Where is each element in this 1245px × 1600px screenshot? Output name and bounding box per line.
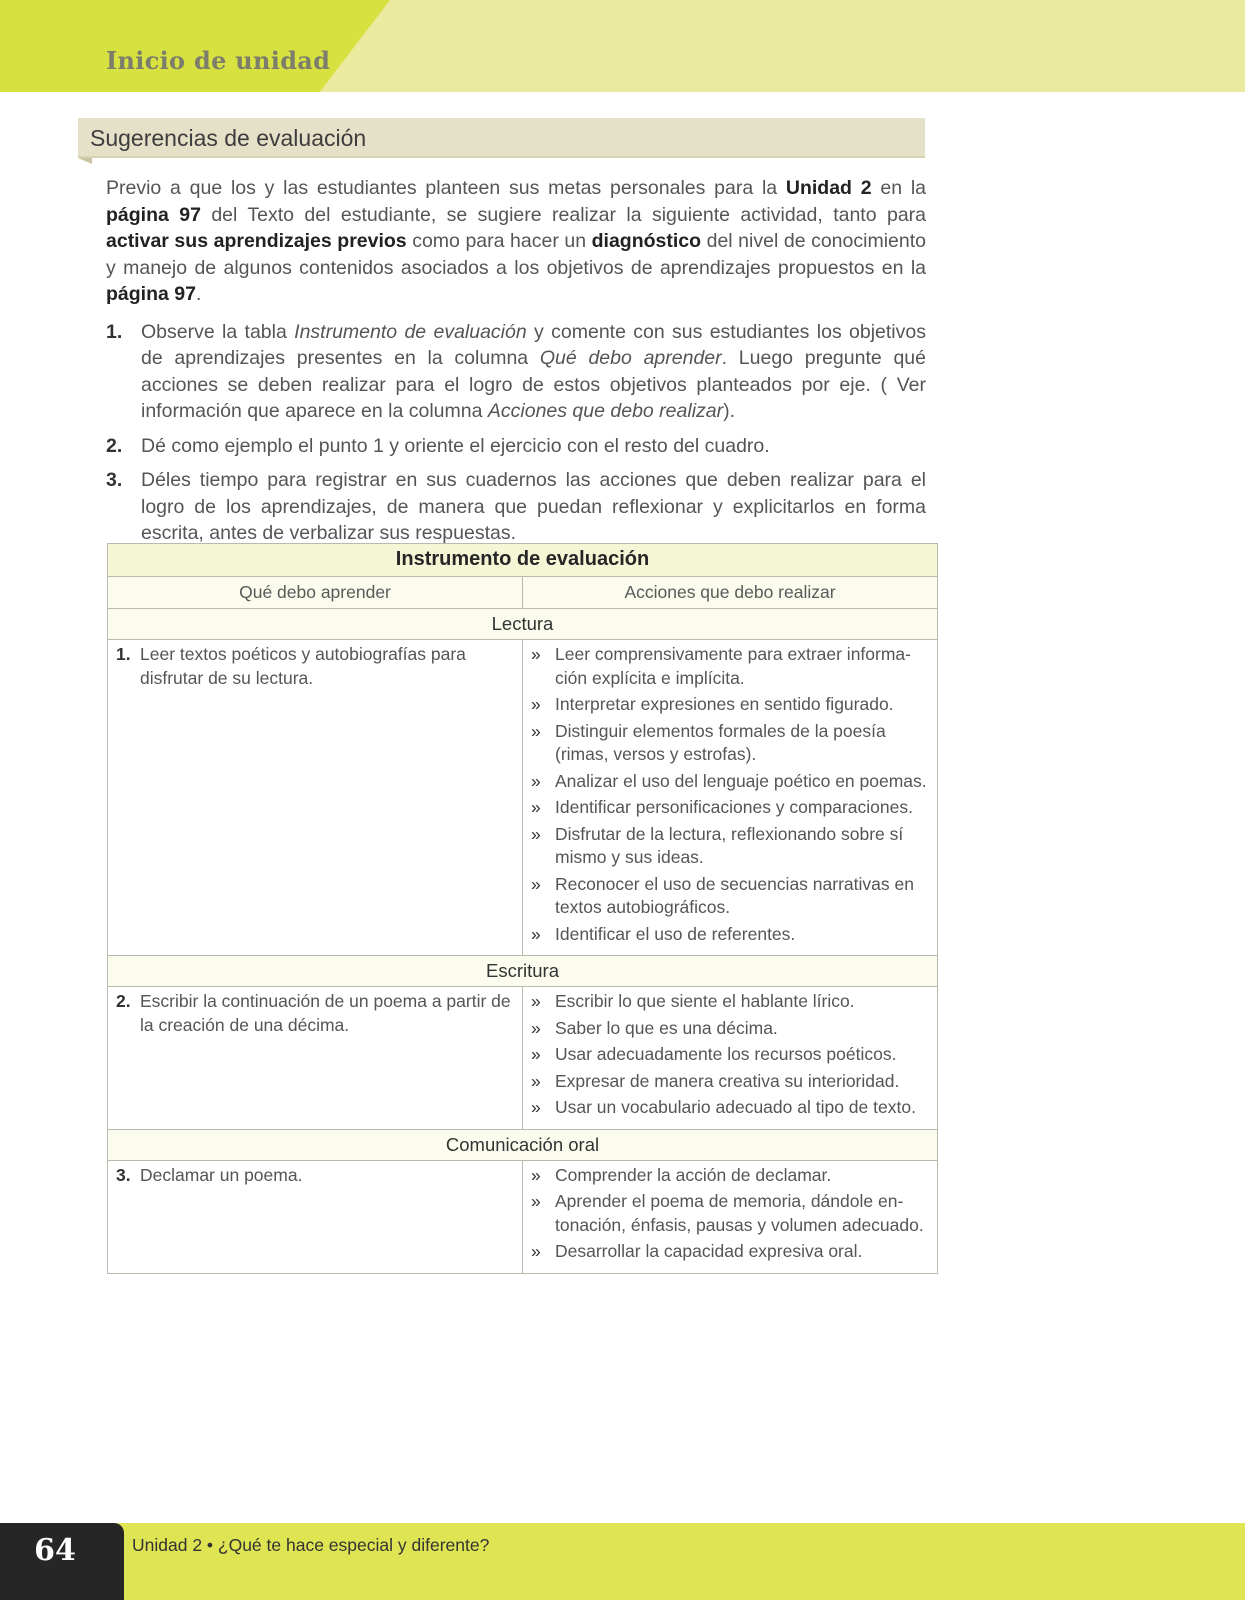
action-text: Usar adecuadamente los recursos poéticos. [555,1044,897,1064]
table-section-header: Comunicación oral [108,1129,938,1160]
action-item [531,823,927,870]
action-item [531,720,927,767]
bullet-icon: » [531,1097,541,1117]
action-item [531,796,927,820]
steps-list [106,319,926,547]
actions-cell [523,1160,938,1273]
actions-list [531,990,927,1120]
section-bar [78,118,925,158]
header-title: Inicio de unidad [106,46,331,75]
step-item: 2. Dé como ejemplo el punto 1 y oriente el ejercicio con el resto del cuadro. [106,434,770,457]
goal-cell [108,640,523,956]
bullet-icon: » [531,797,541,817]
page-number: 64 [34,1533,76,1568]
action-text: Distinguir elementos formales de la poesía (rimas, versos y estrofas). [555,720,886,764]
action-text: Leer comprensivamente para extraer informa-ción explícita e implícita. [555,644,911,688]
goal-text: Leer textos poéticos y autobiografías para disfrutar de su lectura. [140,644,466,688]
action-item [531,643,927,690]
goal-cell [108,987,523,1130]
action-item [531,990,927,1014]
action-item [531,873,927,920]
action-item [531,1164,927,1188]
intro-paragraph: Previo a que los y las estudiantes planteen sus metas personales para la Unidad 2 en la página 97 del Texto del estudiante, se sugiere realizar la siguiente actividad, tanto para activar sus aprendizajes previos como para hacer un diagnóstico del nivel de conocimiento y manejo de algunos contenidos asociados a los objetivos de aprendizajes propuestos en la página 97. [106,177,927,305]
bullet-icon: » [531,1241,541,1261]
table-row [108,640,938,956]
bullet-icon: » [531,923,541,944]
action-text: Identificar personificaciones y comparaciones. [555,797,913,817]
goal-number: 1. [116,644,131,664]
goal-text: Escribir la continuación de un poema a partir de la creación de una décima. [140,991,511,1035]
table-body [108,609,938,1274]
footer-text: Unidad 2 • ¿Qué te hace especial y diferente? [132,1535,490,1555]
page-number-box [0,1523,124,1600]
action-text: Usar un vocabulario adecuado al tipo de texto. [555,1097,916,1117]
bullet-icon: » [531,823,541,844]
table-section-header: Escritura [108,956,938,987]
step-item: 1. Observe la tabla Instrumento de evaluación y comente con sus estudiantes los objetivos de aprendizajes presentes en la columna Qué debo aprender. Luego pregunte qué acciones se deben realizar para el logro de estos objetivos planteados por eje. ( Ver información que aparece en la columna Acciones que debo realizar). [106,320,926,422]
bullet-icon: » [531,644,541,664]
bullet-icon: » [531,1044,541,1064]
bullet-icon: » [531,694,541,714]
action-text: Escribir lo que siente el hablante lírico. [555,991,855,1011]
table-row [108,1160,938,1273]
action-text: Comprender la acción de declamar. [555,1164,832,1185]
bullet-icon: » [531,770,541,791]
actions-list [531,1164,927,1264]
action-text: Interpretar expresiones en sentido figurado. [555,694,894,714]
actions-cell [523,987,938,1130]
action-item [531,1070,927,1094]
action-item [531,1017,927,1041]
table-title: Instrumento de evaluación [108,544,938,577]
action-item [531,923,927,947]
action-text: Analizar el uso del lenguaje poético en poemas. [555,770,927,791]
table-section-header: Lectura [108,609,938,640]
section-bar-fold [78,158,92,164]
bullet-icon: » [531,1164,541,1185]
action-text: Identificar el uso de referentes. [555,923,796,944]
goal-number: 2. [116,991,131,1011]
action-item [531,693,927,717]
action-text: Expresar de manera creativa su interioridad. [555,1070,900,1091]
intro-content [106,175,926,555]
bullet-icon: » [531,991,541,1011]
bullet-icon: » [531,1070,541,1091]
action-text: Desarrollar la capacidad expresiva oral. [555,1241,863,1261]
action-item [531,1190,927,1237]
bullet-icon: » [531,873,541,894]
actions-list [531,643,927,946]
action-text: Saber lo que es una décima. [555,1017,778,1038]
column-header-learn: Qué debo aprender [108,577,523,609]
goal-cell [108,1160,523,1273]
action-text: Disfrutar de la lectura, reflexionando sobre sí mismo y sus ideas. [555,823,904,867]
actions-cell [523,640,938,956]
page-header [0,0,1245,92]
bullet-icon: » [531,720,541,741]
goal-number: 3. [116,1164,131,1185]
column-header-actions: Acciones que debo realizar [523,577,938,609]
evaluation-table [107,543,938,1274]
bullet-icon: » [531,1191,541,1211]
step-item: 3. Déles tiempo para registrar en sus cuadernos las acciones que deben realizar para el logro de los aprendizajes, de manera que puedan reflexionar y explicitarlos en forma escrita, antes de verbalizar sus respuestas. [106,469,926,544]
action-item [531,1240,927,1264]
table-row [108,987,938,1130]
page-footer [0,1523,1245,1600]
bullet-icon: » [531,1017,541,1038]
action-text: Aprender el poema de memoria, dándole en-tonación, énfasis, pausas y volumen adecuado. [555,1191,924,1235]
action-text: Reconocer el uso de secuencias narrativas en textos autobiográficos. [555,873,914,917]
action-item [531,1096,927,1120]
goal-text: Declamar un poema. [140,1164,303,1185]
action-item [531,1043,927,1067]
section-title: Sugerencias de evaluación [90,125,367,151]
action-item [531,770,927,794]
